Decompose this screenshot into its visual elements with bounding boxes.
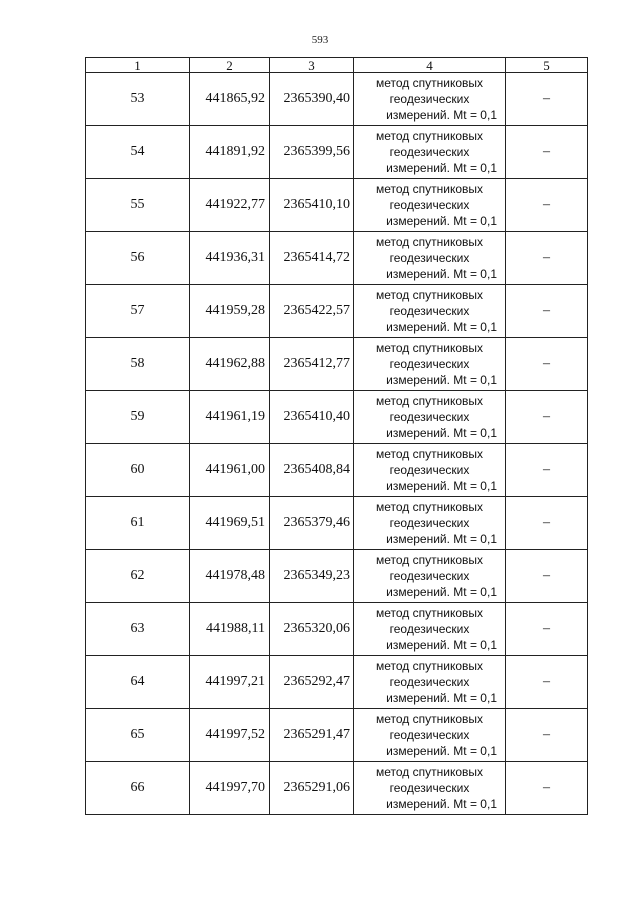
column-header: 2 [190, 58, 270, 73]
method-cell [354, 709, 506, 762]
x-coordinate-cell: 441978,48 [190, 550, 270, 603]
table-row [86, 762, 588, 815]
method-line: измерений. Mt = 0,1 [386, 426, 497, 440]
note-cell: – [506, 391, 588, 444]
coordinates-table [85, 57, 588, 815]
y-coordinate-cell: 2365379,46 [270, 497, 354, 550]
method-line: метод спутниковых [375, 765, 483, 779]
method-line: метод спутниковых [375, 235, 483, 249]
column-header: 5 [506, 58, 588, 73]
method-line: измерений. Mt = 0,1 [386, 479, 497, 493]
x-coordinate-cell: 441961,19 [190, 391, 270, 444]
point-number-cell: 57 [86, 285, 190, 338]
y-coordinate-cell: 2365291,47 [270, 709, 354, 762]
table-row [86, 709, 588, 762]
method-line: измерений. Mt = 0,1 [386, 744, 497, 758]
x-coordinate-cell: 441962,88 [190, 338, 270, 391]
method-line: измерений. Mt = 0,1 [386, 214, 497, 228]
note-cell: – [506, 497, 588, 550]
y-coordinate-cell: 2365408,84 [270, 444, 354, 497]
y-coordinate-cell: 2365399,56 [270, 126, 354, 179]
method-cell [354, 656, 506, 709]
method-cell [354, 179, 506, 232]
method-line: метод спутниковых [375, 76, 483, 90]
note-cell: – [506, 656, 588, 709]
x-coordinate-cell: 441865,92 [190, 73, 270, 126]
note-cell: – [506, 709, 588, 762]
table-row [86, 391, 588, 444]
method-cell [354, 762, 506, 815]
method-line: метод спутниковых [375, 288, 483, 302]
column-header: 3 [270, 58, 354, 73]
method-line: метод спутниковых [375, 606, 483, 620]
method-line: геодезических [389, 781, 470, 795]
method-cell [354, 391, 506, 444]
method-line: метод спутниковых [375, 129, 483, 143]
method-line: геодезических [389, 675, 470, 689]
method-cell [354, 603, 506, 656]
y-coordinate-cell: 2365292,47 [270, 656, 354, 709]
x-coordinate-cell: 441961,00 [190, 444, 270, 497]
method-cell [354, 126, 506, 179]
y-coordinate-cell: 2365410,10 [270, 179, 354, 232]
method-line: метод спутниковых [375, 182, 483, 196]
method-cell [354, 73, 506, 126]
method-line: метод спутниковых [375, 447, 483, 461]
table-row [86, 550, 588, 603]
point-number-cell: 62 [86, 550, 190, 603]
note-cell: – [506, 126, 588, 179]
y-coordinate-cell: 2365320,06 [270, 603, 354, 656]
point-number-cell: 63 [86, 603, 190, 656]
y-coordinate-cell: 2365412,77 [270, 338, 354, 391]
method-line: метод спутниковых [375, 500, 483, 514]
point-number-cell: 55 [86, 179, 190, 232]
y-coordinate-cell: 2365410,40 [270, 391, 354, 444]
note-cell: – [506, 550, 588, 603]
table-body [86, 73, 588, 815]
point-number-cell: 64 [86, 656, 190, 709]
method-cell [354, 444, 506, 497]
method-line: геодезических [389, 304, 470, 318]
point-number-cell: 60 [86, 444, 190, 497]
method-line: геодезических [389, 357, 470, 371]
point-number-cell: 58 [86, 338, 190, 391]
note-cell: – [506, 444, 588, 497]
x-coordinate-cell: 441997,52 [190, 709, 270, 762]
note-cell: – [506, 285, 588, 338]
table-row [86, 285, 588, 338]
method-line: геодезических [389, 92, 470, 106]
method-line: измерений. Mt = 0,1 [386, 585, 497, 599]
x-coordinate-cell: 441969,51 [190, 497, 270, 550]
method-line: измерений. Mt = 0,1 [386, 161, 497, 175]
x-coordinate-cell: 441922,77 [190, 179, 270, 232]
table-row [86, 444, 588, 497]
method-line: геодезических [389, 410, 470, 424]
table-header [86, 58, 588, 73]
column-header: 4 [354, 58, 506, 73]
note-cell: – [506, 179, 588, 232]
method-line: измерений. Mt = 0,1 [386, 108, 497, 122]
method-line: геодезических [389, 463, 470, 477]
method-line: измерений. Mt = 0,1 [386, 797, 497, 811]
point-number-cell: 53 [86, 73, 190, 126]
point-number-cell: 54 [86, 126, 190, 179]
method-line: метод спутниковых [375, 712, 483, 726]
point-number-cell: 61 [86, 497, 190, 550]
method-line: геодезических [389, 516, 470, 530]
method-line: метод спутниковых [375, 659, 483, 673]
x-coordinate-cell: 441997,70 [190, 762, 270, 815]
y-coordinate-cell: 2365291,06 [270, 762, 354, 815]
method-line: измерений. Mt = 0,1 [386, 532, 497, 546]
method-line: измерений. Mt = 0,1 [386, 373, 497, 387]
page-number: 593 [311, 34, 329, 46]
table-row [86, 603, 588, 656]
point-number-cell: 59 [86, 391, 190, 444]
x-coordinate-cell: 441936,31 [190, 232, 270, 285]
y-coordinate-cell: 2365390,40 [270, 73, 354, 126]
table-row [86, 338, 588, 391]
method-line: измерений. Mt = 0,1 [386, 267, 497, 281]
method-line: геодезических [389, 145, 470, 159]
method-cell [354, 497, 506, 550]
x-coordinate-cell: 441891,92 [190, 126, 270, 179]
note-cell: – [506, 603, 588, 656]
point-number-cell: 66 [86, 762, 190, 815]
method-line: геодезических [389, 728, 470, 742]
method-line: измерений. Mt = 0,1 [386, 691, 497, 705]
table-row [86, 656, 588, 709]
method-line: измерений. Mt = 0,1 [386, 320, 497, 334]
note-cell: – [506, 73, 588, 126]
method-cell [354, 232, 506, 285]
y-coordinate-cell: 2365414,72 [270, 232, 354, 285]
y-coordinate-cell: 2365422,57 [270, 285, 354, 338]
table-row [86, 497, 588, 550]
method-line: геодезических [389, 622, 470, 636]
method-cell [354, 285, 506, 338]
x-coordinate-cell: 441959,28 [190, 285, 270, 338]
column-header: 1 [86, 58, 190, 73]
table-row [86, 179, 588, 232]
method-line: геодезических [389, 198, 470, 212]
point-number-cell: 56 [86, 232, 190, 285]
method-line: геодезических [389, 569, 470, 583]
method-line: метод спутниковых [375, 341, 483, 355]
table-row [86, 73, 588, 126]
table-row [86, 232, 588, 285]
note-cell: – [506, 232, 588, 285]
method-line: измерений. Mt = 0,1 [386, 638, 497, 652]
x-coordinate-cell: 441997,21 [190, 656, 270, 709]
header-row [86, 58, 588, 73]
method-line: метод спутниковых [375, 553, 483, 567]
note-cell: – [506, 338, 588, 391]
point-number-cell: 65 [86, 709, 190, 762]
y-coordinate-cell: 2365349,23 [270, 550, 354, 603]
method-line: метод спутниковых [375, 394, 483, 408]
note-cell: – [506, 762, 588, 815]
method-cell [354, 338, 506, 391]
x-coordinate-cell: 441988,11 [190, 603, 270, 656]
table-row [86, 126, 588, 179]
method-line: геодезических [389, 251, 470, 265]
method-cell [354, 550, 506, 603]
